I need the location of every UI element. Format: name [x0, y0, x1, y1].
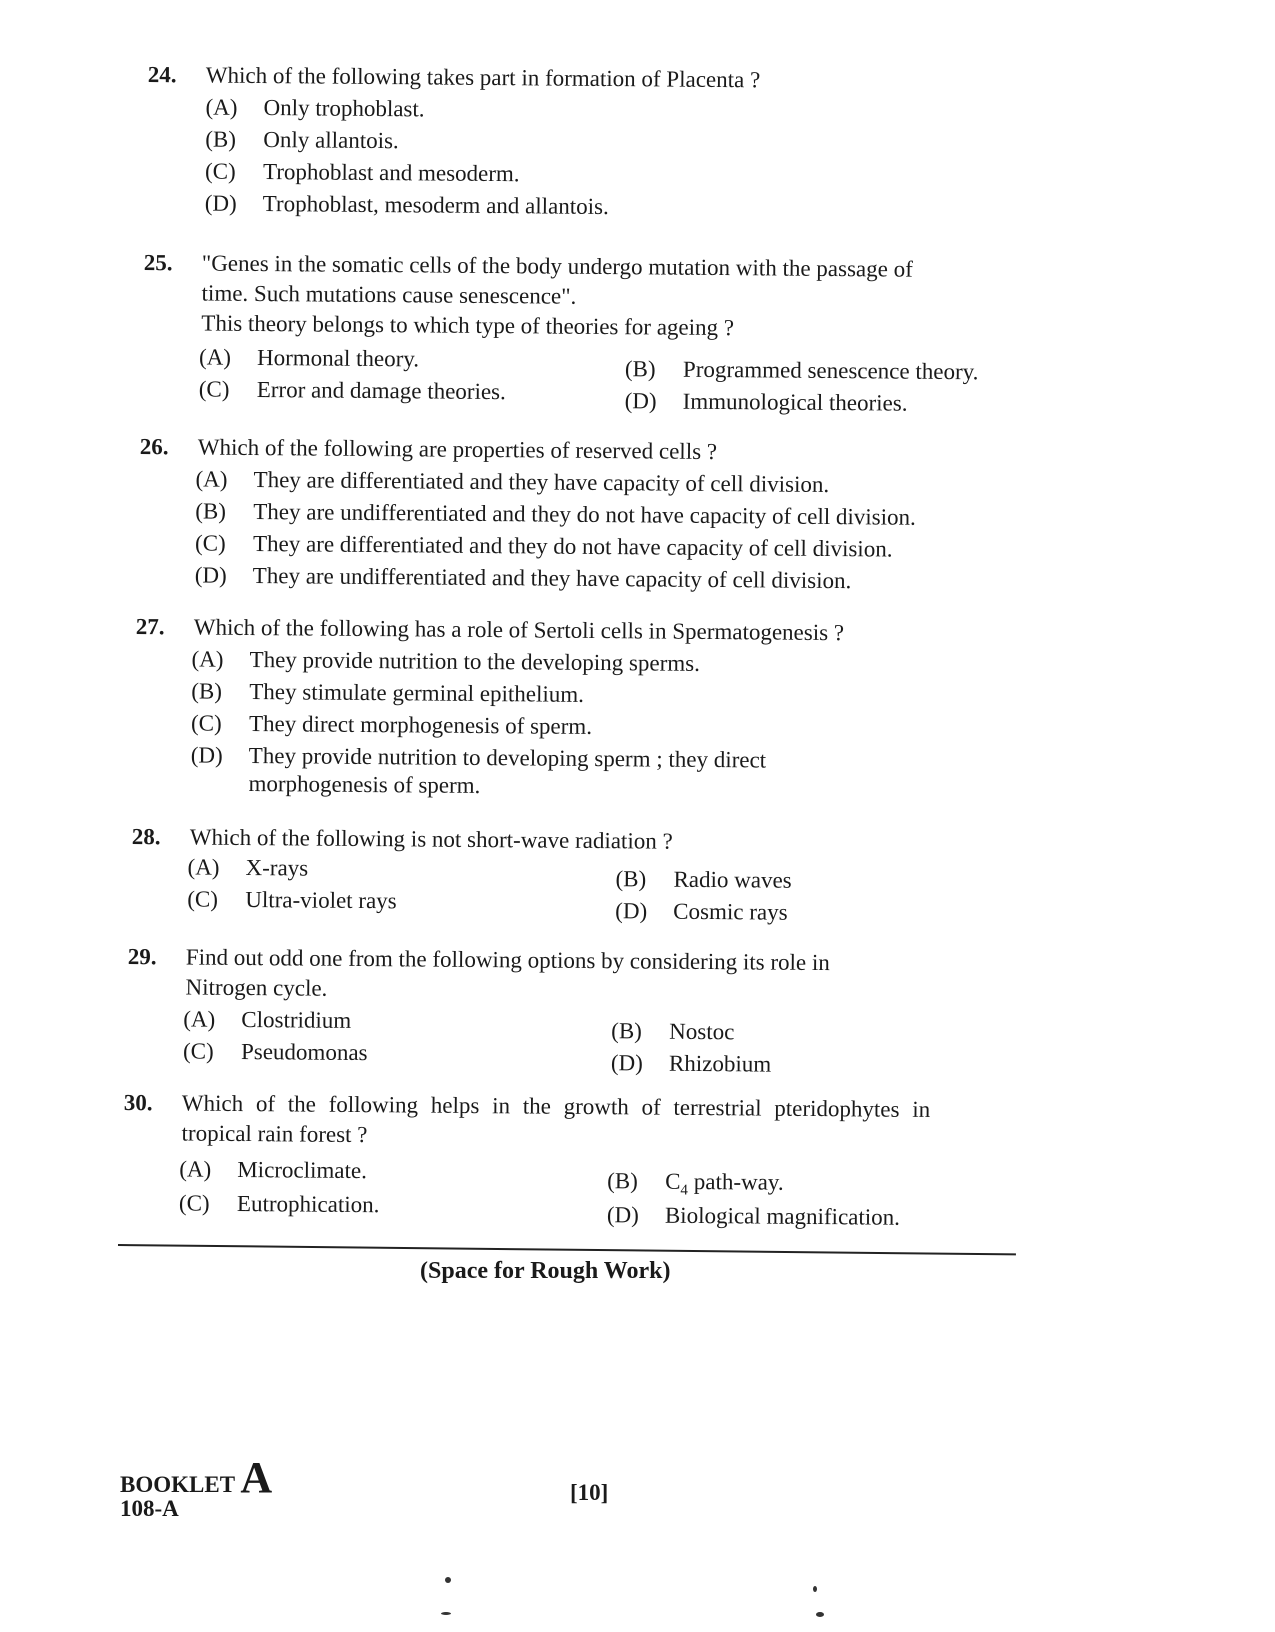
question-text: Nitrogen cycle. — [185, 974, 328, 1001]
question-text: time. Such mutations cause senescence". — [201, 280, 577, 309]
scan-speck — [813, 1586, 817, 1592]
page-number: [10] — [570, 1480, 609, 1505]
option-b: (B) $C_4$ path-way. — [607, 1168, 784, 1199]
question-text: Which of the following takes part in formation of Placenta ? — [205, 62, 761, 93]
option-b: (B) They stimulate germinal epithelium. — [191, 678, 585, 707]
option-d-continuation: morphogenesis of sperm. — [248, 770, 481, 799]
question-text: Which of the following helps in the growth of terrestrial pteridophytes in — [181, 1090, 931, 1123]
question-number: 27. — [135, 613, 165, 640]
question-29 — [127, 942, 1128, 1091]
option-d: (D) Cosmic rays — [615, 898, 788, 925]
option-a: (A) Hormonal theory. — [198, 344, 420, 372]
option-c: (C) Error and damage theories. — [198, 376, 506, 405]
question-number: 30. — [123, 1089, 153, 1116]
option-a: (A) Clostridium — [183, 1006, 352, 1033]
option-d: (D) Biological magnification. — [606, 1202, 901, 1230]
booklet-letter: A — [240, 1453, 273, 1502]
question-number: 28. — [131, 823, 161, 850]
option-d: (D) They are undifferentiated and they have capacity of cell division. — [194, 562, 852, 594]
option-c: (C) Eutrophication. — [178, 1190, 380, 1218]
question-number: 26. — [139, 433, 169, 460]
question-text: Find out odd one from the following options by considering its role in — [185, 944, 830, 976]
question-25 — [142, 248, 1144, 437]
question-text: tropical rain forest ? — [181, 1120, 368, 1148]
option-d: (D) Rhizobium — [610, 1050, 772, 1077]
divider-rule — [118, 1244, 1016, 1255]
question-number: 25. — [143, 249, 173, 276]
rough-work-heading: (Space for Rough Work) — [420, 1258, 671, 1284]
option-b: (B) Programmed senescence theory. — [624, 356, 979, 385]
question-text: Which of the following are properties of reserved cells ? — [197, 434, 718, 465]
option-b: (B) Radio waves — [615, 866, 792, 893]
option-a: (A) Microclimate. — [179, 1156, 368, 1184]
scan-speck — [441, 1612, 451, 1615]
question-text: This theory belongs to which type of theories for ageing ? — [201, 310, 735, 341]
question-30 — [123, 1088, 1124, 1247]
option-c: (C) Trophoblast and mesoderm. — [204, 158, 520, 187]
option-c: (C) Ultra-violet rays — [187, 886, 397, 914]
question-27 — [134, 612, 1136, 821]
option-b: (B) They are undifferentiated and they do not have capacity of cell division. — [195, 498, 916, 530]
question-text: Which of the following is not short-wave radiation ? — [189, 824, 673, 854]
option-d: (D) Trophoblast, mesoderm and allantois. — [204, 190, 609, 220]
question-26 — [139, 432, 1140, 611]
option-a: (A) They provide nutrition to the developing sperms. — [191, 646, 701, 676]
question-number: 29. — [127, 943, 157, 970]
option-a: (A) They are differentiated and they have capacity of cell division. — [195, 466, 830, 498]
option-a: (A) X-rays — [187, 854, 309, 881]
booklet-label: BOOKLET A — [120, 1453, 273, 1502]
option-b: (B) Nostoc — [611, 1018, 735, 1045]
question-28 — [131, 822, 1132, 941]
option-d: (D) Immunological theories. — [624, 388, 908, 416]
option-c: (C) Pseudomonas — [182, 1038, 368, 1066]
question-text: "Genes in the somatic cells of the body undergo mutation with the passage of — [201, 250, 913, 282]
scan-speck — [816, 1612, 824, 1617]
question-number: 24. — [147, 61, 177, 88]
option-c: (C) They are differentiated and they do not have capacity of cell division. — [194, 530, 893, 562]
scan-speck — [445, 1577, 451, 1583]
question-24 — [146, 60, 1148, 249]
option-a: (A) Only trophoblast. — [205, 94, 425, 122]
option-d: (D) They provide nutrition to developing sperm ; they direct — [190, 742, 767, 773]
option-b: (B) Only allantois. — [205, 126, 399, 154]
booklet-code: 108-A — [120, 1496, 179, 1521]
option-c: (C) They direct morphogenesis of sperm. — [190, 710, 593, 739]
question-text: Which of the following has a role of Sertoli cells in Spermatogenesis ? — [193, 614, 845, 646]
